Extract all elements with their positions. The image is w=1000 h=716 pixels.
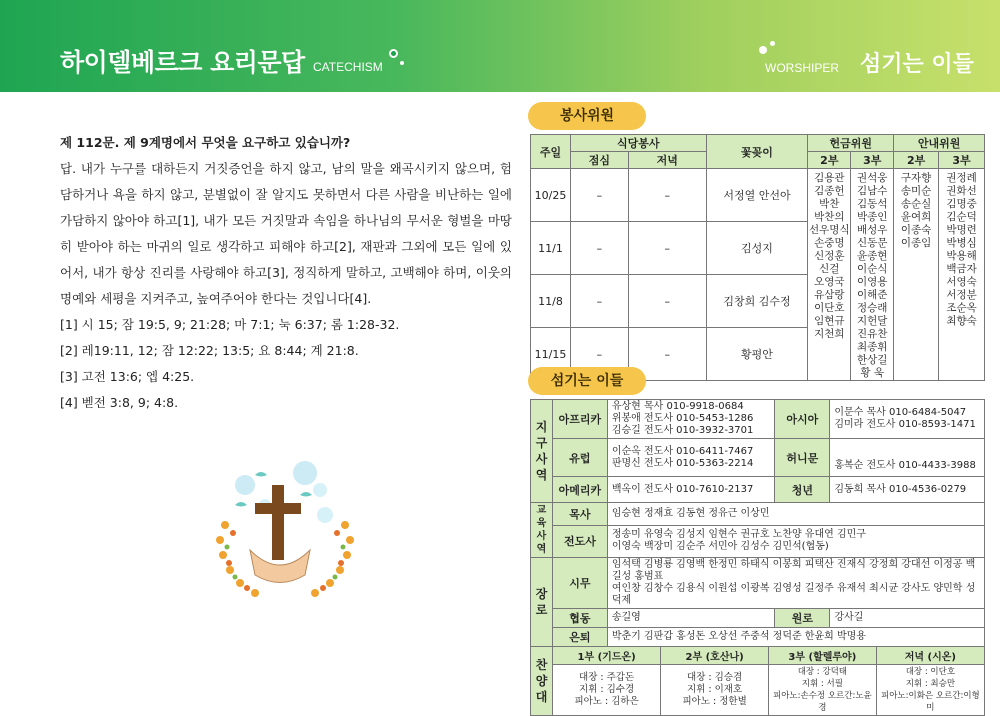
volunteer-name: 박찬의 xyxy=(814,211,845,223)
row-dinner: – xyxy=(628,222,706,275)
group-char: 대 xyxy=(535,690,548,704)
volunteer-name: 박용해 xyxy=(946,250,977,262)
choir-line: 대장 : 김승겸 xyxy=(687,672,743,683)
volunteer-name: 백금자 xyxy=(946,263,977,275)
choir-staff xyxy=(768,665,876,716)
volunteer-name: 임현규 xyxy=(814,315,845,327)
group-char: 찬 xyxy=(535,658,548,672)
volunteer-name: 유삼랑 xyxy=(814,289,845,301)
volunteer-name: 권화선 xyxy=(946,185,977,197)
group-char: 사역 xyxy=(536,531,547,555)
volunteer-name: 권석웅 xyxy=(857,172,888,184)
header-banner xyxy=(0,0,1000,92)
choir-table xyxy=(553,647,984,715)
choir-line: 피아노 : 정한별 xyxy=(682,696,747,707)
africa-contacts xyxy=(607,400,775,439)
guide-part3-names xyxy=(939,169,985,381)
group-char: 장 xyxy=(535,587,548,601)
label-america: 아메리카 xyxy=(552,477,607,503)
choir-line: 대장 : 주갑돈 xyxy=(579,672,635,683)
contact-line: 김미라 전도사 010-8593-1471 xyxy=(834,419,976,430)
row-flowers: 서정열 안선아 xyxy=(706,169,808,222)
offering-part3-names xyxy=(851,169,894,381)
volunteer-name: 김종헌 xyxy=(814,185,845,197)
choir-grid xyxy=(552,647,984,716)
volunteer-name: 박종인 xyxy=(857,211,888,223)
contact-line: 이문수 목사 010-6484-5047 xyxy=(834,407,967,418)
contact-line: 이순옥 전도사 010-6411-7467 xyxy=(611,445,754,457)
label-africa: 아프리카 xyxy=(552,400,607,439)
label-pastor: 목사 xyxy=(552,503,607,526)
volunteer-name: 김남수 xyxy=(857,185,888,197)
label-evangelist: 전도사 xyxy=(552,525,607,557)
volunteer-name: 박찬 xyxy=(819,198,840,210)
volunteer-name: 서정분 xyxy=(946,289,977,301)
active-elders-list xyxy=(607,558,984,609)
volunteer-name: 김동석 xyxy=(857,198,888,210)
header-part3: 3부 xyxy=(939,152,985,169)
asia-contacts xyxy=(830,400,985,439)
choir-name: 1부 (기드온) xyxy=(553,647,661,665)
volunteer-name: 최종휘 xyxy=(857,341,888,353)
choir-line: 피아노:이화은 오르간:이형미 xyxy=(880,691,980,713)
choir-name: 저녁 (시온) xyxy=(876,647,984,665)
header-kitchen: 식당봉사 xyxy=(570,135,706,152)
volunteer-name: 손중명 xyxy=(814,237,845,249)
dot-decoration xyxy=(759,46,767,54)
dot-decoration xyxy=(770,41,775,46)
evangelists-list xyxy=(607,525,984,557)
row-lunch: – xyxy=(570,328,628,381)
group-choir xyxy=(531,647,553,716)
volunteer-name: 신걸 xyxy=(819,263,840,275)
volunteer-name: 이종숙 xyxy=(900,224,932,236)
volunteer-name: 서영숙 xyxy=(946,276,977,288)
choir-line: 지휘 : 최승만 xyxy=(905,679,956,689)
group-char: 구 xyxy=(535,436,548,450)
volunteer-name: 윤여희 xyxy=(900,211,932,223)
choir-name: 3부 (할렐루야) xyxy=(768,647,876,665)
row-dinner: – xyxy=(628,328,706,381)
volunteer-name: 김용관 xyxy=(814,172,845,184)
row-date: 11/15 xyxy=(531,328,571,381)
row-lunch: – xyxy=(570,169,628,222)
header-part2: 2부 xyxy=(808,152,851,169)
europe-contacts xyxy=(607,439,775,477)
group-char: 양 xyxy=(535,674,548,688)
group-char: 교육 xyxy=(536,505,547,529)
choir-staff xyxy=(553,665,661,716)
name-line: 임석택 김병룡 김영백 한정민 하태식 이봉희 피택산 진재식 강정희 강대선 이정공 백길성 홍범표 xyxy=(611,559,976,582)
guide-part2-names xyxy=(894,169,939,381)
contact-line: 김승길 전도사 010-3932-3701 xyxy=(611,425,754,436)
choir-line: 지휘 : 김수경 xyxy=(579,684,635,695)
choir-line: 피아노 : 김하은 xyxy=(574,696,639,707)
ministers-table xyxy=(530,399,985,716)
group-char: 로 xyxy=(535,603,548,617)
label-europe: 유럽 xyxy=(552,439,607,477)
offering-part2-names xyxy=(808,169,851,381)
choir-line: 피아노:손수정 오르간:노윤경 xyxy=(772,691,872,713)
name-line: 이영숙 백장미 김순주 서민아 김성수 김민석(협동) xyxy=(611,541,829,553)
header-part3: 3부 xyxy=(851,152,894,169)
choir-line: 대장 : 이단호 xyxy=(905,667,956,677)
volunteer-name: 황 욱 xyxy=(860,367,885,379)
volunteer-name: 김순덕 xyxy=(946,211,977,223)
america-contacts: 백옥이 전도사 010-7610-2137 xyxy=(607,477,775,503)
label-hunimun: 허니문 xyxy=(775,439,830,477)
row-flowers: 김창희 김수정 xyxy=(706,275,808,328)
choir-line: 대장 : 강덕태 xyxy=(797,667,848,677)
row-dinner: – xyxy=(628,169,706,222)
volunteer-name: 신동문 xyxy=(857,237,888,249)
name-line: 여인창 김창수 김용식 이원섭 이광복 김영성 길정주 유재석 최시균 강사도 양민학 성덕제 xyxy=(611,583,976,606)
choir-line: 지휘 : 이재호 xyxy=(687,684,743,695)
volunteer-name: 이영용 xyxy=(857,276,888,288)
label-active: 시무 xyxy=(552,558,607,609)
header-part2: 2부 xyxy=(894,152,939,169)
volunteer-name: 이종임 xyxy=(900,237,932,249)
volunteer-name: 이해준 xyxy=(857,289,888,301)
row-date: 11/1 xyxy=(531,222,571,275)
row-flowers: 김성지 xyxy=(706,222,808,275)
volunteer-name: 선우명식 xyxy=(809,224,850,236)
ministers-pill: 섬기는 이들 xyxy=(528,367,646,395)
volunteer-name: 이순식 xyxy=(857,263,888,275)
name-line: 정송미 유영숙 김성지 임현수 권규호 노찬양 유대연 김민구 xyxy=(611,529,866,541)
header-date: 주일 xyxy=(531,135,571,169)
volunteer-name: 한상길 xyxy=(857,354,888,366)
volunteer-name: 윤종현 xyxy=(857,250,888,262)
volunteer-name: 정승래 xyxy=(857,302,888,314)
row-flowers: 황평안 xyxy=(706,328,808,381)
pastors-list: 임승현 정재효 김동현 정유근 이상민 xyxy=(607,503,984,526)
contact-line: 홍복순 전도사 010-4433-3988 xyxy=(834,460,976,471)
label-honorary: 원로 xyxy=(775,609,830,628)
contact-line: 판명신 전도사 010-5363-2214 xyxy=(611,457,754,469)
subtitle-worshiper: WORSHIPER xyxy=(765,61,840,75)
group-char: 사 xyxy=(535,452,548,466)
volunteer-name: 이단호 xyxy=(814,302,845,314)
row-date: 10/25 xyxy=(531,169,571,222)
header-dinner: 저녁 xyxy=(628,152,706,169)
group-elders xyxy=(531,558,553,647)
label-retired: 은퇴 xyxy=(552,628,607,647)
header-guide: 안내위원 xyxy=(894,135,985,152)
cooperative-elders: 송길영 xyxy=(607,609,775,628)
volunteer-name: 조순옥 xyxy=(946,302,977,314)
volunteer-name: 권정례 xyxy=(946,172,977,184)
title-worshiper: 섬기는 이들 xyxy=(860,52,974,77)
retired-elders-list: 박춘기 김판갑 홍성돈 오상선 주중석 정덕준 한윤희 박명용 xyxy=(607,628,984,647)
volunteer-name: 지천희 xyxy=(814,328,845,340)
row-lunch: – xyxy=(570,222,628,275)
group-region xyxy=(531,400,553,503)
contact-line: 유상현 목사 010-9918-0684 xyxy=(611,401,744,412)
row-lunch: – xyxy=(570,275,628,328)
volunteer-name: 송미순 xyxy=(900,185,932,197)
dot-decoration xyxy=(389,49,398,58)
catechism-answer: 답. 내가 누구를 대하든지 거짓증언을 하지 않고, 남의 말을 왜곡시키지 않으며, 험담하거나 욕을 하지 않고, 분별없이 잘 알지도 못하면서 다른 사람을 비난하는 일에 가담하지 않아야 하고[1], 내가 모든 거짓말과 속임을 하나님의 무서운 형벌을 마땅히 받아야 하는 마귀의 일로 생각하고 피해야 하고[2], 재판과 그외에 모든 일에 있어서, 내가 항상 진리를 사랑해야 하고[3], 정직하게 말하고, 고백해야 하며, 이웃의 명예와 세평을 지켜주고, 높여주어야 한다는 것입니다[4]. xyxy=(60,161,512,306)
honorary-elders: 강사길 xyxy=(830,609,985,628)
table-row xyxy=(531,169,985,222)
catechism-section xyxy=(60,130,512,416)
contact-line: 위봉애 전도사 010-5453-1286 xyxy=(611,413,754,424)
choir-name: 2부 (호산나) xyxy=(661,647,769,665)
row-date: 11/8 xyxy=(531,275,571,328)
volunteer-name: 배성우 xyxy=(857,224,888,236)
volunteer-name: 최향숙 xyxy=(946,315,977,327)
volunteer-name: 박병심 xyxy=(946,237,977,249)
label-cooperative: 협동 xyxy=(552,609,607,628)
volunteer-name: 신정훈 xyxy=(814,250,845,262)
catechism-question: 제 112문. 제 9계명에서 무엇을 요구하고 있습니까? xyxy=(60,135,351,150)
header-offering: 헌금위원 xyxy=(808,135,894,152)
choir-line: 지휘 : 서필 xyxy=(801,679,843,689)
volunteer-name: 송순실 xyxy=(900,198,932,210)
cross-illustration xyxy=(205,455,365,615)
volunteer-name: 박명련 xyxy=(946,224,977,236)
hunimun-contacts xyxy=(830,439,985,477)
group-char: 역 xyxy=(535,468,548,482)
label-youth: 청년 xyxy=(775,477,830,503)
header-flowers: 꽃꽂이 xyxy=(706,135,808,169)
catechism-ref: [2] 레19:11, 12; 잠 12:22; 13:5; 요 8:44; 계 21:8. xyxy=(60,343,359,358)
volunteer-name: 진유찬 xyxy=(857,328,888,340)
catechism-ref: [3] 고전 13:6; 엡 4:25. xyxy=(60,369,195,384)
choir-staff xyxy=(661,665,769,716)
youth-contacts: 김동희 목사 010-4536-0279 xyxy=(830,477,985,503)
service-pill: 봉사위원 xyxy=(528,102,646,130)
dot-decoration xyxy=(400,61,404,65)
catechism-ref: [4] 벧전 3:8, 9; 4:8. xyxy=(60,395,179,410)
catechism-ref: [1] 시 15; 잠 19:5, 9; 21:28; 마 7:1; 눅 6:37; 롬 1:28-32. xyxy=(60,317,400,332)
title-catechism: 하이델베르크 요리문답 xyxy=(60,48,305,77)
label-asia: 아시아 xyxy=(775,400,830,439)
volunteer-name: 김명중 xyxy=(946,198,977,210)
group-char: 지 xyxy=(535,420,548,434)
volunteer-name: 오영국 xyxy=(814,276,845,288)
volunteer-name: 지헌달 xyxy=(857,315,888,327)
group-education xyxy=(531,503,553,558)
row-dinner: – xyxy=(628,275,706,328)
subtitle-catechism: CATECHISM xyxy=(313,60,383,74)
volunteer-name: 구자향 xyxy=(900,172,932,184)
service-table xyxy=(530,134,985,381)
header-lunch: 점심 xyxy=(570,152,628,169)
choir-staff xyxy=(876,665,984,716)
